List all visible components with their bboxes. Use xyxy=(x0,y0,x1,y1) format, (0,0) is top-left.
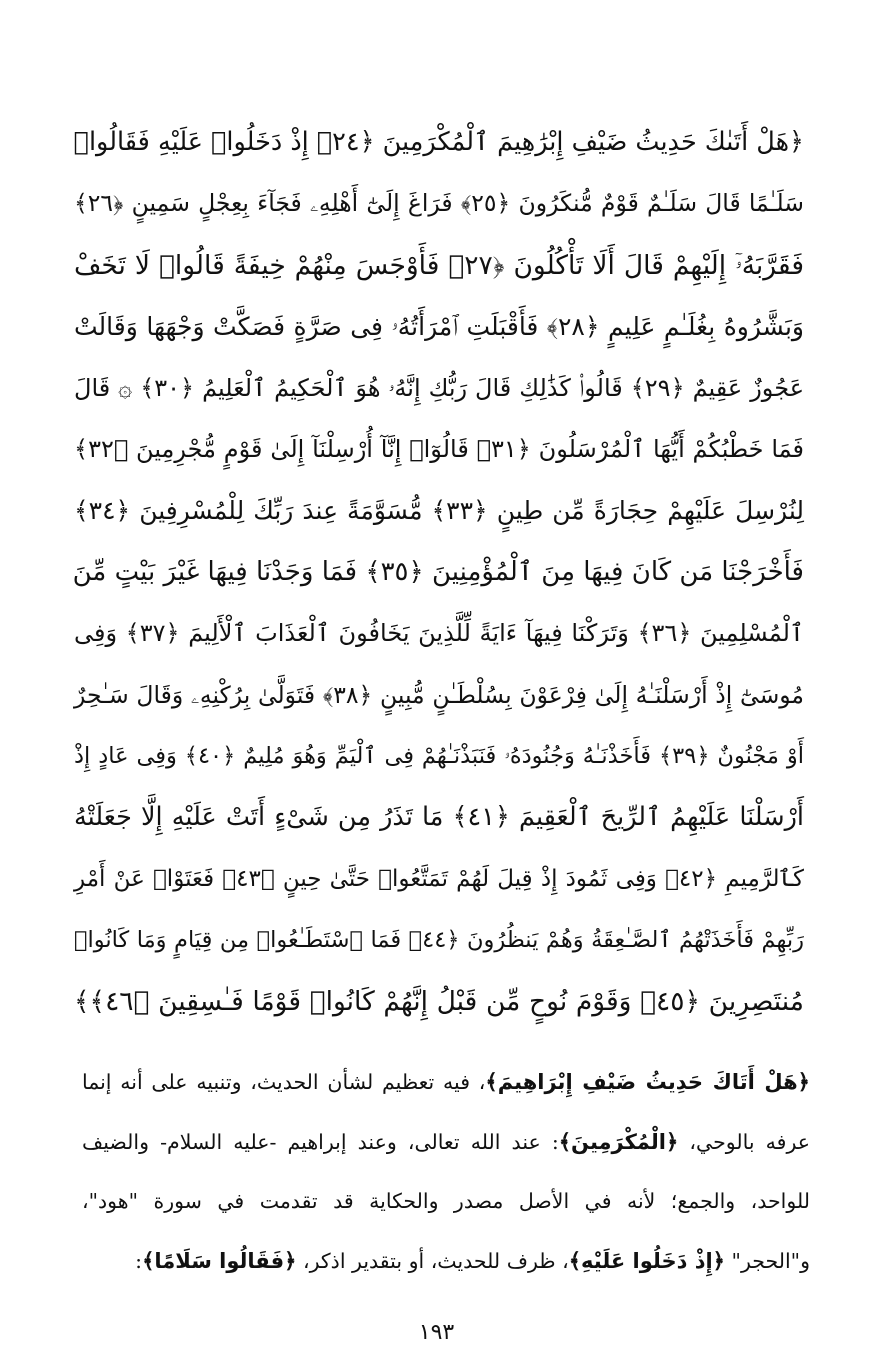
tafsir-line xyxy=(82,1232,810,1292)
tafsir-text: : xyxy=(135,1248,143,1273)
quran-line: عَجُوزٌ عَقِيمٌ ﴿٢٩﴾ قَالُوا۟ كَذَٰلِكِ قَالَ رَبُّكِ إِنَّهُۥ هُوَ ٱلْحَكِيمُ ٱلْعَلِيمُ ﴿٣٠﴾ ۞ قَالَ xyxy=(74,373,805,402)
quran-line: ﴿هَلْ أَتَىٰكَ حَدِيثُ ضَيْفِ إِبْرَٰهِيمَ ٱلْمُكْرَمِينَ ﴿٢٤﴾ إِذْ دَخَلُوا۟ عَلَيْهِ فَقَالُوا۟ xyxy=(73,127,804,157)
tafsir-line: للواحد، والجمع؛ لأنه في الأصل مصدر والحكاية قد تقدمت في سورة "هود"، xyxy=(82,1189,810,1213)
quran-line: سَلَـٰمًا قَالَ سَلَـٰمٌ قَوْمٌ مُّنكَرُونَ ﴿٢٥﴾ فَرَاغَ إِلَىٰٓ أَهْلِهِۦ فَجَآءَ بِعِجْلٍ سَمِينٍ ﴿٢٦﴾ xyxy=(74,189,804,218)
quran-line: أَرْسَلْنَا عَلَيْهِمُ ٱلرِّيحَ ٱلْعَقِيمَ ﴿٤١﴾ مَا تَذَرُ مِن شَىْءٍ أَتَتْ عَلَيْهِ إِلَّا جَعَلَتْهُ xyxy=(74,802,804,833)
tafsir-text: : عند الله تعالى، وعند إبراهيم -عليه السلام- والضيف xyxy=(82,1129,559,1154)
tafsir-text: ، فيه تعظيم لشأن الحديث، وتنبيه على أنه إنما xyxy=(82,1070,486,1094)
quran-line: فَمَا خَطْبُكُمْ أَيُّهَا ٱلْمُرْسَلُونَ ﴿٣١﴾ قَالُوٓا۟ إِنَّآ أُرْسِلْنَآ إِلَىٰ قَوْمٍ مُّجْرِمِينَ ﴿٣٢﴾ xyxy=(74,434,804,463)
quran-line: فَأَخْرَجْنَا مَن كَانَ فِيهَا مِنَ ٱلْمُؤْمِنِينَ ﴿٣٥﴾ فَمَا وَجَدْنَا فِيهَا غَيْرَ بَيْتٍ مِّنَ xyxy=(72,556,804,587)
quran-line: ٱلْمُسْلِمِينَ ﴿٣٦﴾ وَتَرَكْنَا فِيهَآ ءَايَةً لِّلَّذِينَ يَخَافُونَ ٱلْعَذَابَ ٱلْأَلِيمَ ﴿٣٧﴾ وَفِى xyxy=(74,619,804,648)
quote-phrase: ﴿هَلْ أَتَاكَ حَدِيثُ ضَيْفِ إِبْرَاهِيمَ﴾ xyxy=(485,1070,810,1094)
quran-line: وَبَشَّرُوهُ بِغُلَـٰمٍ عَلِيمٍ ﴿٢٨﴾ فَأَقْبَلَتِ ٱمْرَأَتُهُۥ فِى صَرَّةٍ فَصَكَّتْ وَجْهَهَا وَقَالَتْ xyxy=(74,312,804,342)
quote-phrase: ﴿الْمُكْرَمِينَ﴾ xyxy=(558,1129,679,1154)
page-number: ١٩٣ xyxy=(418,1320,455,1345)
tafsir-line xyxy=(82,1053,810,1113)
quran-line: مُنتَصِرِينَ ﴿٤٥﴾ وَقَوْمَ نُوحٍ مِّن قَبْلُ إِنَّهُمْ كَانُوا۟ قَوْمًا فَـٰسِقِينَ ﴿٤٦﴾﴾ xyxy=(74,986,804,1018)
quran-line: رَبِّهِمْ فَأَخَذَتْهُمُ ٱلصَّـٰعِقَةُ وَهُمْ يَنظُرُونَ ﴿٤٤﴾ فَمَا ٱسْتَطَـٰعُوا۟ مِن قِيَامٍ وَمَا كَانُوا۟ xyxy=(74,927,804,954)
quran-line: مُوسَىٰٓ إِذْ أَرْسَلْنَـٰهُ إِلَىٰ فِرْعَوْنَ بِسُلْطَـٰنٍ مُّبِينٍ ﴿٣٨﴾ فَتَوَلَّىٰ بِرُكْنِهِۦ وَقَالَ سَـٰحِرٌ xyxy=(74,680,804,709)
tafsir-line xyxy=(82,1113,810,1173)
tafsir-block xyxy=(82,1053,810,1291)
tafsir-text: ، ظرف للحديث، أو بتقدير اذكر، xyxy=(303,1248,569,1273)
quran-line: أَوْ مَجْنُونٌ ﴿٣٩﴾ فَأَخَذْنَـٰهُ وَجُنُودَهُۥ فَنَبَذْنَـٰهُمْ فِى ٱلْيَمِّ وَهُوَ مُلِيمٌ ﴿٤٠﴾ وَفِى عَادٍ إِذْ xyxy=(74,742,804,769)
tafsir-text: و"الحجر" xyxy=(731,1248,810,1273)
quran-line: كَٱلرَّمِيمِ ﴿٤٢﴾ وَفِى ثَمُودَ إِذْ قِيلَ لَهُمْ تَمَتَّعُوا۟ حَتَّىٰ حِينٍ ﴿٤٣﴾ فَعَتَوْا۟ عَنْ أَمْرِ xyxy=(74,865,804,892)
quran-line: فَقَرَّبَهُۥٓ إِلَيْهِمْ قَالَ أَلَا تَأْكُلُونَ ﴿٢٧﴾ فَأَوْجَسَ مِنْهُمْ خِيفَةً قَالُوا۟ لَا تَخَفْ xyxy=(74,249,804,281)
quran-line: لِنُرْسِلَ عَلَيْهِمْ حِجَارَةً مِّن طِينٍ ﴿٣٣﴾ مُّسَوَّمَةً عِندَ رَبِّكَ لِلْمُسْرِفِينَ ﴿٣٤﴾ xyxy=(74,496,804,526)
quote-phrase: ﴿فَقَالُوا سَلَامًا﴾ xyxy=(142,1248,297,1273)
quote-phrase: ﴿إِذْ دَخَلُوا عَلَيْهِ﴾ xyxy=(568,1248,725,1273)
quran-text-block xyxy=(74,112,804,1033)
tafsir-text: عرفه بالوحي، xyxy=(689,1129,810,1154)
